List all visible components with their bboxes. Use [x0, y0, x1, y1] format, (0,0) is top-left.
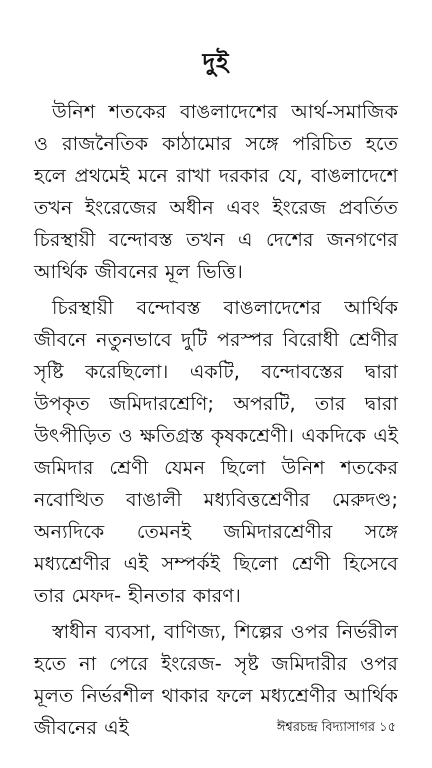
paragraph-3: স্বাধীন ব্যবসা, বাণিজ্য, শিল্পের ওপর নির্ভরীল হতে না পেরে ইংরেজ- সৃষ্ট জমিদারীর ওপর মূলত নির্ভরশীল থাকার ফলে মধ্যশ্রেণীর আর্থিক জীবনের এই	[34, 620, 398, 739]
paragraph-1: উনিশ শতকের বাঙলাদেশের আর্থ-সমাজিক ও রাজনৈতিক কাঠামোর সঙ্গে পরিচিত হতে হলে প্রথমেই মনে রাখা দরকার যে, বাঙলাদেশে তখন ইংরেজের অধীন এবং ইংরেজ প্রবর্তিত চিরস্থায়ী বন্দোবস্ত তখন এ দেশের জনগণের আর্থিক জীবনের মূল ভিত্তি।	[34, 100, 398, 283]
paragraph-2: চিরস্থায়ী বন্দোবস্ত বাঙলাদেশের আর্থিক জীবনে নতুনভাবে দুটি পরস্পর বিরোধী শ্রেণীর সৃষ্টি করেছিলো। একটি, বন্দোবস্তের দ্বারা উপকৃত জমিদারশ্রেণি; অপরটি, তার দ্বারা উৎপীড়িত ও ক্ষতিগ্রস্ত কৃষকশ্রেণী। একদিকে এই জমিদার শ্রেণী যেমন ছিলো উনিশ শতকের নবোত্থিত বাঙালী মধ্যবিত্তশ্রেণীর মেরুদণ্ড; অন্যদিকে তেমনই জমিদারশ্রেণীর সঙ্গে মধ্যশ্রেণীর এই সম্পর্কই ছিলো শ্রেণী হিসেবে তার মেফদ- হীনতার কারণ।	[34, 296, 398, 607]
page-footer: ঈশ্বরচন্দ্র বিদ্যাসাগর ১৫	[276, 720, 396, 735]
chapter-title: দুই	[202, 48, 230, 76]
body-text	[34, 96, 398, 748]
